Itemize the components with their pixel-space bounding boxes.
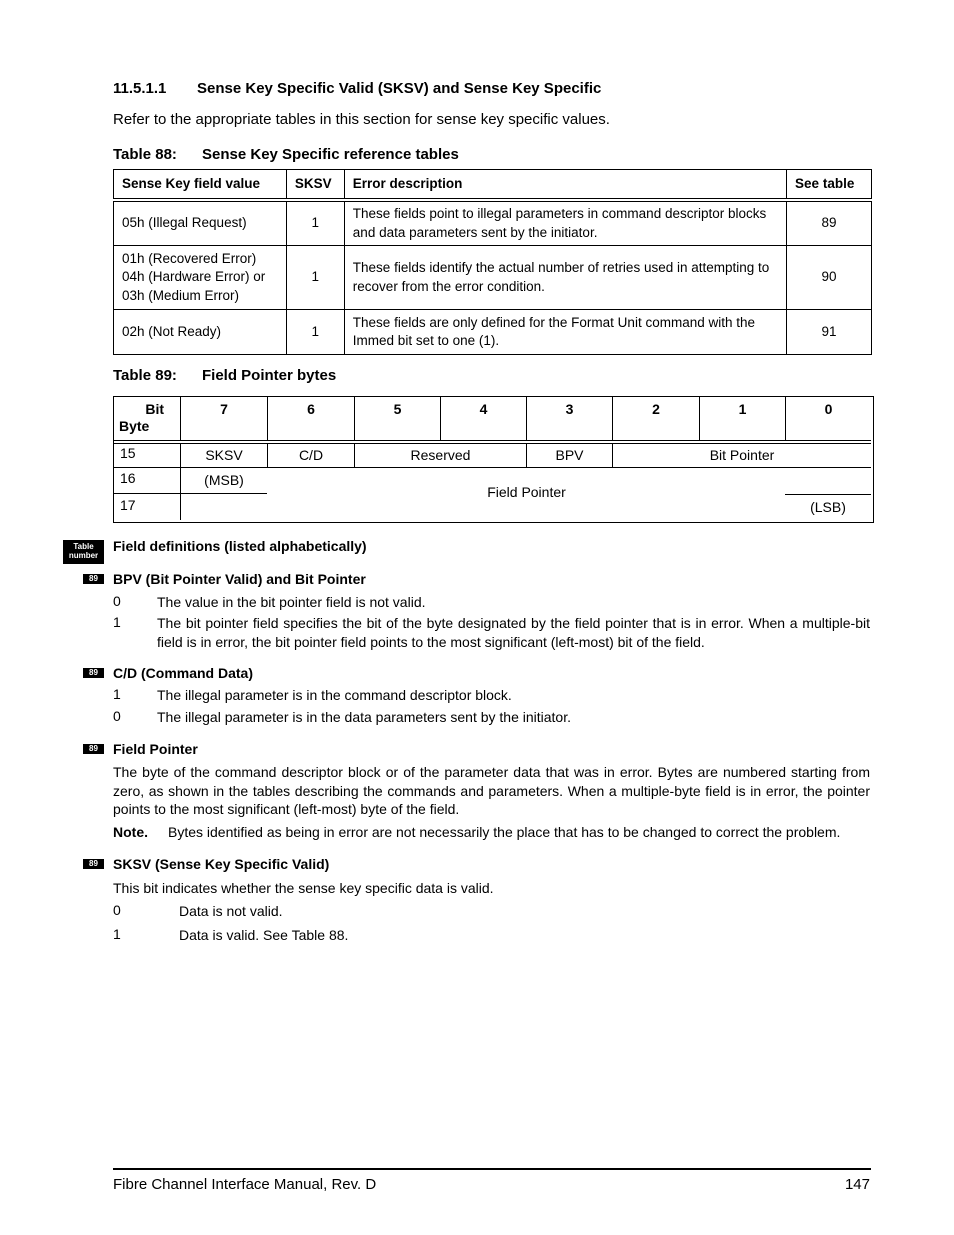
corner-bit-label: Bit (145, 401, 164, 417)
sksv-text: This bit indicates whether the sense key specific data is valid. (113, 880, 494, 896)
table-row (114, 246, 872, 310)
section-heading (113, 80, 601, 97)
sense-key-value: 02h (Not Ready) (114, 310, 287, 355)
bit-header: 2 (612, 397, 699, 440)
table-ref-badge: 89 (83, 859, 104, 869)
list-text: Data is valid. See Table 88. (179, 927, 349, 943)
bpv-bit: BPV (526, 444, 612, 468)
sksv-title: SKSV (Sense Key Specific Valid) (113, 856, 330, 872)
bit-header: 1 (699, 397, 785, 440)
section-title: Sense Key Specific Valid (SKSV) and Sense Key Specific (197, 80, 602, 97)
byte-label: 15 (114, 444, 180, 468)
table-ref-badge: 89 (83, 668, 104, 678)
reserved-bits: Reserved (354, 444, 526, 468)
bit-pointer-bits: Bit Pointer (612, 444, 871, 468)
error-description: These fields point to illegal parameters in command descriptor blocks and data parameters sent by the initiator. (344, 200, 786, 246)
list-number: 1 (113, 926, 121, 942)
table88-header-row (114, 170, 872, 201)
bit-header: 5 (354, 397, 440, 440)
definitions-heading: Field definitions (listed alphabetically) (113, 538, 367, 554)
table89-caption-number: Table 89: (113, 367, 177, 384)
corner-byte-label: Byte (119, 418, 150, 434)
table-row (114, 200, 872, 246)
see-table-value: 90 (787, 246, 872, 310)
sense-key-line: 03h (Medium Error) (122, 287, 240, 303)
bit-header: 4 (440, 397, 526, 440)
table-number-badge (63, 540, 104, 564)
table88-caption (113, 146, 459, 163)
badge-line: number (68, 551, 99, 560)
sense-key-value: 05h (Illegal Request) (114, 200, 287, 246)
see-table-value: 89 (787, 200, 872, 246)
list-text: The illegal parameter is in the command descriptor block. (157, 687, 512, 703)
list-number: 1 (113, 614, 121, 630)
table89-corner (114, 397, 180, 440)
footer-rule (113, 1168, 871, 1170)
list-text: The value in the bit pointer field is not valid. (157, 594, 426, 610)
sksv-value: 1 (286, 246, 344, 310)
table-row (114, 310, 872, 355)
see-table-value: 91 (787, 310, 872, 355)
table88-header: SKSV (286, 170, 344, 201)
field-pointer-area (180, 468, 871, 520)
bit-header: 6 (267, 397, 354, 440)
sense-key-line: 04h (Hardware Error) or (122, 269, 266, 285)
field-pointer-label: Field Pointer (487, 484, 566, 500)
sense-key-line: 01h (Recovered Error) (122, 250, 257, 266)
msb-label: (MSB) (181, 468, 267, 494)
field-pointer-text: The byte of the command descriptor block or of the parameter data that was in error. Bytes are numbered starting from zero, as shown in the tables describing the commands and parameters. When a multiple-byte field is in error, the pointer points to the most significant (left-most) byte of the field. (113, 764, 870, 817)
note-label: Note. (113, 824, 148, 840)
bit-header: 7 (180, 397, 267, 440)
sksv-value: 1 (286, 200, 344, 246)
lsb-label: (LSB) (785, 494, 871, 520)
table88-header: Sense Key field value (114, 170, 287, 201)
table-ref-badge: 89 (83, 744, 104, 754)
error-description: These fields are only defined for the Format Unit command with the Immed bit set to one (1). (344, 310, 786, 355)
list-text: Data is not valid. (179, 903, 283, 919)
cd-bit: C/D (267, 444, 354, 468)
byte-label: 16 (114, 468, 180, 494)
badge-line: Table (73, 542, 94, 551)
sense-key-value (114, 246, 287, 310)
table89-caption (113, 367, 336, 384)
table88 (113, 169, 872, 355)
table89-caption-title: Field Pointer bytes (202, 367, 337, 384)
cd-title: C/D (Command Data) (113, 665, 254, 681)
table88-caption-title: Sense Key Specific reference tables (202, 146, 459, 163)
bit-header: 0 (785, 397, 871, 440)
footer-title: Fibre Channel Interface Manual, Rev. D (113, 1176, 377, 1193)
list-text: The bit pointer field specifies the bit of the byte designated by the field pointer that is in error. When a multiple-bit field is in error, the bit pointer field points to the most significant (left-most) bit of the field. (157, 615, 870, 650)
table-ref-badge: 89 (83, 574, 104, 584)
byte-label: 17 (120, 497, 136, 513)
list-number: 1 (113, 686, 121, 702)
list-text: The illegal parameter is in the data parameters sent by the initiator. (157, 709, 571, 725)
sksv-bit: SKSV (180, 444, 267, 468)
table89 (113, 396, 874, 523)
page-number: 147 (844, 1176, 870, 1193)
note-text: Bytes identified as being in error are not necessarily the place that has to be changed to correct the problem. (168, 824, 841, 840)
list-number: 0 (113, 593, 121, 609)
table88-header: Error description (344, 170, 786, 201)
sksv-value: 1 (286, 310, 344, 355)
bit-header: 3 (526, 397, 612, 440)
bpv-title: BPV (Bit Pointer Valid) and Bit Pointer (113, 571, 366, 587)
section-number: 11.5.1.1 (113, 80, 167, 97)
list-number: 0 (113, 708, 121, 724)
table88-header: See table (787, 170, 872, 201)
error-description: These fields identify the actual number of retries used in attempting to recover from the error condition. (344, 246, 786, 310)
list-number: 0 (113, 902, 121, 918)
table88-caption-number: Table 88: (113, 146, 177, 163)
field-pointer-title: Field Pointer (113, 741, 198, 757)
intro-text: Refer to the appropriate tables in this section for sense key specific values. (113, 111, 610, 128)
